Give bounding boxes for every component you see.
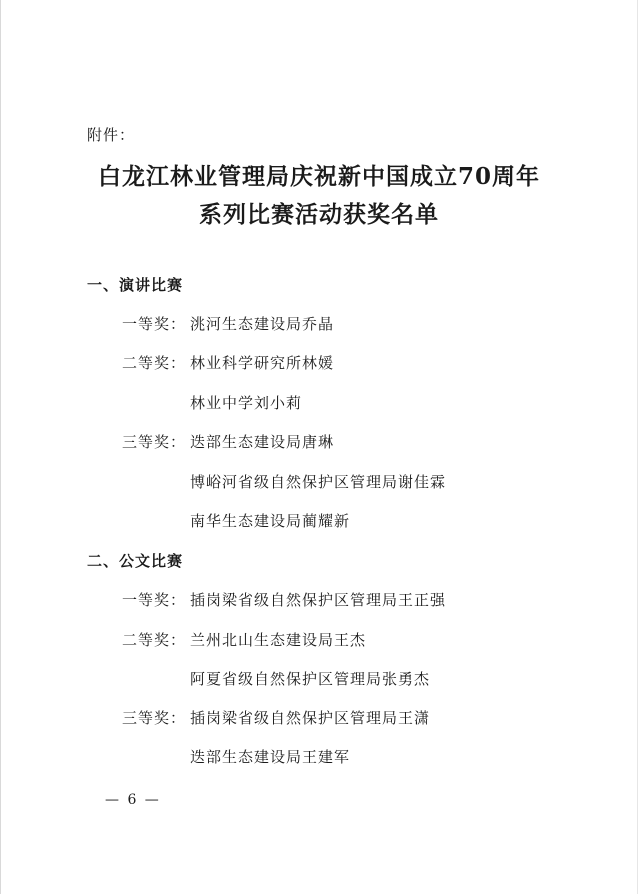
winner-entry: 插岗梁省级自然保护区管理局王正强 bbox=[190, 591, 447, 609]
award-label-second-prize: 二等奖： bbox=[122, 354, 187, 372]
winner-entry: 兰州北山生态建设局王杰 bbox=[190, 631, 367, 649]
award-label-first-prize: 一等奖： bbox=[122, 315, 187, 333]
winner-entry: 洮河生态建设局乔晶 bbox=[190, 315, 335, 333]
winner-entry: 林业科学研究所林媛 bbox=[190, 354, 335, 372]
award-label-first-prize: 一等奖： bbox=[122, 591, 187, 609]
winner-entry: 迭部生态建设局唐琳 bbox=[190, 433, 335, 451]
section-heading-document: 二、公文比赛 bbox=[87, 552, 184, 570]
award-label-second-prize: 二等奖： bbox=[122, 631, 187, 649]
award-label-third-prize: 三等奖： bbox=[122, 709, 187, 727]
award-label-third-prize: 三等奖： bbox=[122, 433, 187, 451]
attachment-label: 附件： bbox=[87, 126, 136, 144]
document-title-line-2: 系列比赛活动获奖名单 bbox=[199, 201, 439, 228]
page-number: — 6 — bbox=[105, 792, 161, 808]
winner-entry: 插岗梁省级自然保护区管理局王潇 bbox=[190, 709, 431, 727]
winner-entry: 阿夏省级自然保护区管理局张勇杰 bbox=[190, 670, 431, 688]
winner-entry: 博峪河省级自然保护区管理局谢佳霖 bbox=[190, 473, 447, 491]
section-heading-speech: 一、演讲比赛 bbox=[87, 276, 184, 294]
winner-entry: 南华生态建设局蔺耀新 bbox=[190, 512, 351, 530]
winner-entry: 林业中学刘小莉 bbox=[190, 394, 303, 412]
document-title-line-1: 白龙江林业管理局庆祝新中国成立70周年 bbox=[97, 163, 540, 190]
winner-entry: 迭部生态建设局王建军 bbox=[190, 748, 351, 766]
